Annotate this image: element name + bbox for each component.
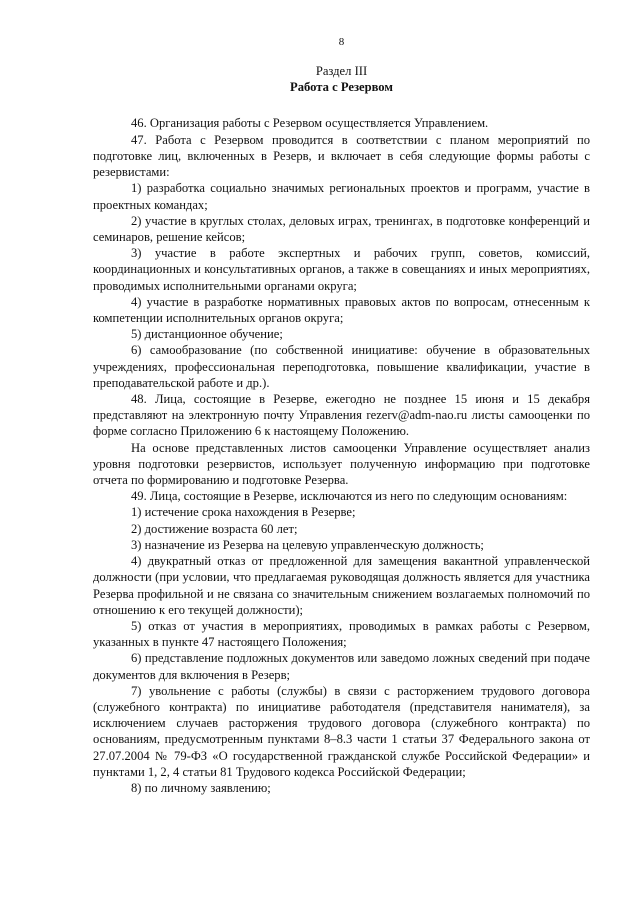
section-title: Работа с Резервом <box>290 80 393 95</box>
paragraph-46: 46. Организация работы с Резервом осуществляется Управлением. <box>131 115 489 130</box>
list-item: 6) представление подложных документов или заведомо ложных сведений при подаче документов для включения в Резерв; <box>93 651 590 682</box>
list-item: 3) назначение из Резерва на целевую управленческую должность; <box>131 537 484 552</box>
section-heading: Раздел III <box>315 64 368 79</box>
list-item: 7) увольнение с работы (службы) в связи с расторжением трудового договора (служебного контракта) по инициативе работодателя (представителя нанимателя), за исключением случаев расторжения трудового договора (служебного контракта) по основаниям, предусмотренным пунктами 8–8.3 части 1 статьи 37 Федерального закона от 27.07.2004 № 79-ФЗ «О государственной гражданской службе Российской Федерации» и пунктами 1, 2, 4 статьи 81 Трудового кодекса Российской Федерации; <box>93 683 590 779</box>
list-item: 1) разработка социально значимых региональных проектов и программ, участие в проектных командах; <box>93 181 590 212</box>
list-item: 4) двукратный отказ от предложенной для замещения вакантной управленческой должности (при условии, что предлагаемая руководящая должность является для участника Резерва профильной и не связана со значительным снижением возлагаемых полномочий по отношению к его текущей должности); <box>93 554 590 617</box>
paragraph-47: 47. Работа с Резервом проводится в соответствии с планом мероприятий по подготовке лиц, включенных в Резерв, и включает в себя следующие формы работы с резервистами: <box>93 132 590 180</box>
list-item: 4) участие в разработке нормативных правовых актов по вопросам, отнесенным к компетенции исполнительных органов округа; <box>93 294 590 326</box>
list-item: 6) самообразование (по собственной инициативе: обучение в образовательных учреждениях, профессиональная переподготовка, повышение квалификации, участие в преподавательской работе и др.). <box>93 343 590 390</box>
paragraph-49: 49. Лица, состоящие в Резерве, исключаются из него по следующим основаниям: <box>131 489 568 504</box>
page-number: 8 <box>338 36 345 48</box>
list-item: 5) дистанционное обучение; <box>131 327 283 342</box>
list-item: 2) участие в круглых столах, деловых играх, тренингах, в подготовке конференций и семинаров, решение кейсов; <box>93 213 590 245</box>
list-item: 2) достижение возраста 60 лет; <box>131 521 298 536</box>
list-item: 1) истечение срока нахождения в Резерве; <box>131 505 356 520</box>
list-item: 5) отказ от участия в мероприятиях, проводимых в рамках работы с Резервом, указанных в пункте 47 настоящего Положения; <box>93 618 590 650</box>
list-item: 8) по личному заявлению; <box>131 780 271 795</box>
list-item: 3) участие в работе экспертных и рабочих групп, советов, комиссий, координационных и консультативных органов, а также в совещаниях и иных мероприятиях, проводимых исполнительными органами округа; <box>93 246 590 293</box>
paragraph: На основе представленных листов самооценки Управление осуществляет анализ уровня подготовки резервистов, использует полученную информацию при подготовке отчета по формированию и подготовке Резерва. <box>93 440 590 488</box>
body-text <box>93 115 590 797</box>
paragraph-48: 48. Лица, состоящие в Резерве, ежегодно не позднее 15 июня и 15 декабря представляют на электронную почту Управления rezerv@adm-nao.ru листы самооценки по форме согласно Приложению 6 к настоящему Положению. <box>93 392 590 439</box>
